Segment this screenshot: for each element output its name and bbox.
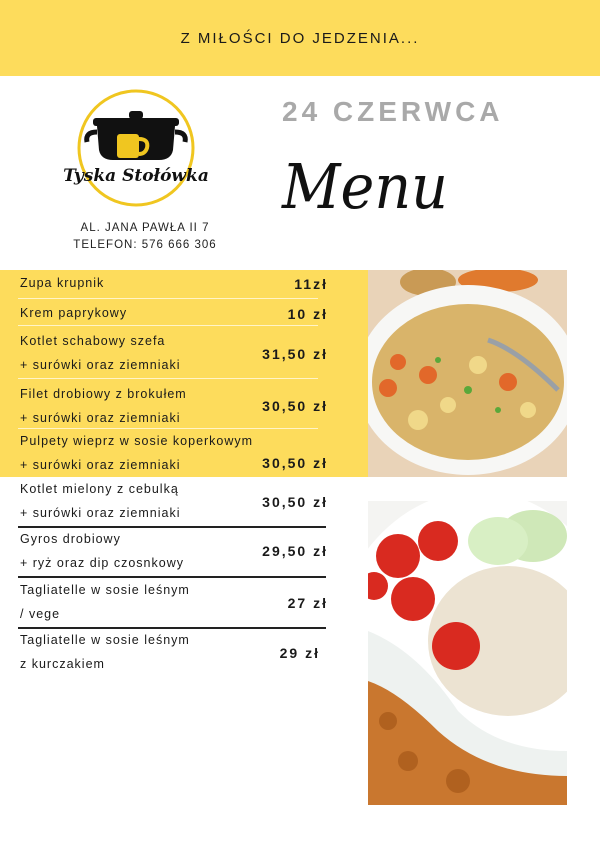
item-price: 30,50 zł xyxy=(262,398,328,414)
item-price: 10 zł xyxy=(287,306,328,322)
divider xyxy=(18,428,318,429)
item-sides: + surówki oraz ziemniaki xyxy=(20,506,181,520)
top-banner xyxy=(0,0,600,76)
item-sides: + surówki oraz ziemniaki xyxy=(20,411,181,425)
divider xyxy=(18,576,326,578)
divider xyxy=(18,298,318,299)
item-sides: + surówki oraz ziemniaki xyxy=(20,358,181,372)
menu-item xyxy=(20,633,328,673)
phone-number: TELEFON: 576 666 306 xyxy=(73,239,217,251)
item-name: Gyros drobiowy xyxy=(20,532,121,546)
menu-item xyxy=(20,306,328,324)
item-price: 31,50 zł xyxy=(262,346,328,362)
item-name: Tagliatelle w sosie leśnym xyxy=(20,583,190,597)
item-price: 29 zł xyxy=(279,645,320,661)
menu-title xyxy=(276,138,456,248)
item-price: 11zł xyxy=(294,276,328,292)
menu-item xyxy=(20,482,328,522)
menu-item xyxy=(20,334,328,374)
menu-title-text: Menu xyxy=(281,150,448,223)
item-name: Kotlet mielony z cebulką xyxy=(20,482,179,496)
divider xyxy=(18,627,326,629)
tagline: Z MIŁOŚCI DO JEDZENIA... xyxy=(180,29,420,47)
divider xyxy=(18,526,326,528)
restaurant-logo xyxy=(57,86,215,210)
divider xyxy=(18,325,318,326)
street-address: AL. JANA PAWŁA II 7 xyxy=(80,222,210,234)
gyros-photo xyxy=(368,501,567,805)
item-sides: z kurczakiem xyxy=(20,657,105,671)
logo-name: Tyska Stołówka xyxy=(63,166,209,186)
menu-item xyxy=(20,387,328,427)
soup-bowl-icon xyxy=(368,270,567,477)
item-price: 27 zł xyxy=(287,595,328,611)
menu-date: 24 CZERWCA xyxy=(282,96,504,127)
item-price: 30,50 zł xyxy=(262,455,328,471)
item-sides: + surówki oraz ziemniaki xyxy=(20,458,181,472)
item-name: Zupa krupnik xyxy=(20,276,105,290)
soup-photo xyxy=(368,270,567,477)
item-sides: / vege xyxy=(20,607,61,621)
item-price: 30,50 zł xyxy=(262,494,328,510)
gyros-rice-plate-icon xyxy=(368,501,567,805)
menu-item xyxy=(20,276,328,294)
divider xyxy=(18,378,318,379)
address-block xyxy=(40,220,250,254)
item-price: 29,50 zł xyxy=(262,543,328,559)
item-name: Filet drobiowy z brokułem xyxy=(20,387,187,401)
menu-item xyxy=(20,434,328,474)
item-name: Tagliatelle w sosie leśnym xyxy=(20,633,190,647)
item-sides: + ryż oraz dip czosnkowy xyxy=(20,556,184,570)
menu-item xyxy=(20,583,328,623)
menu-item xyxy=(20,532,328,572)
item-name: Kotlet schabowy szefa xyxy=(20,334,166,348)
item-name: Krem paprykowy xyxy=(20,306,128,320)
item-name: Pulpety wieprz w sosie koperkowym xyxy=(20,434,254,448)
